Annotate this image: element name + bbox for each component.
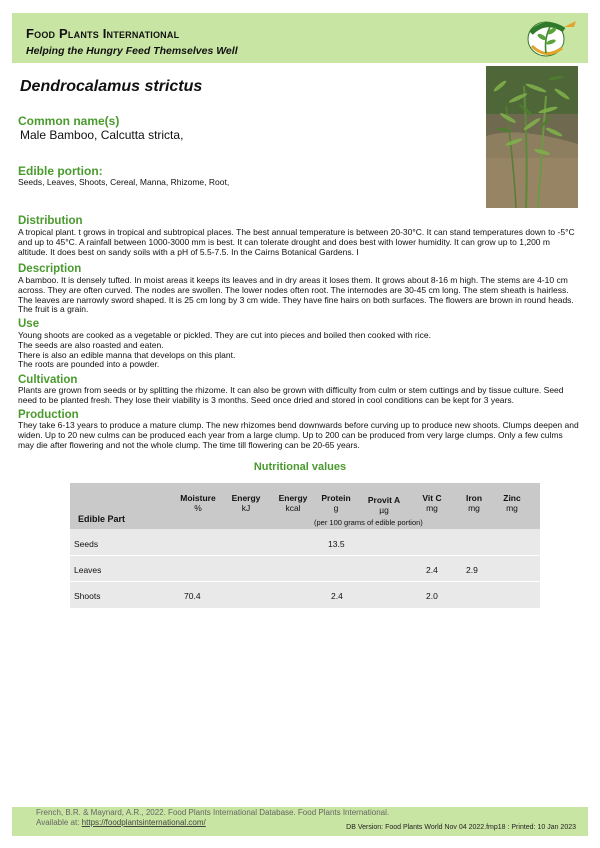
col-unit: kcal	[285, 503, 301, 513]
row-shoots-vit-c: 2.0	[426, 591, 438, 601]
col-name: Zinc	[503, 493, 521, 503]
col-name: Energy	[278, 493, 308, 503]
species-name: Dendrocalamus strictus	[20, 78, 203, 95]
use-heading: Use	[18, 318, 40, 330]
use-text	[18, 331, 580, 370]
col-unit: %	[194, 503, 202, 513]
website-link[interactable]: https://foodplantsinternational.com/	[81, 818, 206, 827]
col-unit: mg	[426, 503, 438, 513]
row-leaves-vit-c: 2.4	[426, 565, 438, 575]
row-shoots-part: Shoots	[74, 591, 101, 601]
description-text: A bamboo. It is densely tufted. In moist areas it keeps its leaves and in dry areas it loses them. It grows about 8-16 m high. The stems are 4-10 cm across. They are often curved. The nodes are swollen. The lower nodes often root. The internodes are 30-45 cm long. The stem sheath is hairless. The leaves are narrowly sword shaped. It is 25 cm long by 3 cm wide. They have fine hairs on both surfaces. The flowers are brown in round heads. The fruit is a grain.	[18, 275, 574, 315]
col-name: Provit A	[367, 495, 401, 505]
col-zinc	[482, 493, 542, 513]
cultivation-heading: Cultivation	[18, 374, 78, 386]
use-line: Young shoots are cooked as a vegetable or pickled. They are cut into pieces and boiled then cooked with rice.	[18, 330, 431, 340]
citation	[36, 808, 389, 828]
use-line: There is also an edible manna that develops on this plant.	[18, 349, 236, 360]
nutrition-table	[70, 483, 540, 608]
col-unit: kJ	[241, 503, 251, 513]
citation-text: French, B.R. & Maynard, A.R., 2022. Food Plants International Database. Food Plants International.	[36, 808, 390, 817]
col-name: Protein	[321, 493, 351, 503]
availability-line	[36, 818, 389, 828]
per-100g-note: (per 100 grams of edible portion)	[314, 518, 423, 527]
edible-portion-value: Seeds, Leaves, Shoots, Cereal, Manna, Rhizome, Root,	[18, 177, 230, 187]
production-heading: Production	[18, 409, 79, 421]
use-line: The roots are pounded into a powder.	[18, 359, 160, 370]
col-unit: µg	[379, 505, 389, 515]
col-name: Vit C	[422, 493, 442, 503]
org-name: Food Plants International	[26, 26, 180, 41]
edible-part-header: Edible Part	[78, 514, 126, 524]
cultivation-text: Plants are grown from seeds or by splitting the rhizome. It can also be grown with difficulty from culm or stem cuttings and by tissue culture. Seed need to be planted fresh. They lose their viability is 3 months. Seed once dried and stored in cool conditions can be kept for 3 years.	[18, 385, 564, 405]
col-unit: mg	[468, 503, 480, 513]
use-line: The seeds are also roasted and eaten.	[18, 339, 164, 350]
common-names-value: Male Bamboo, Calcutta stricta,	[20, 128, 184, 142]
header-band	[12, 13, 588, 63]
row-seeds-part: Seeds	[74, 539, 99, 549]
row-seeds-protein: 13.5	[328, 539, 345, 549]
row-leaves-iron: 2.9	[466, 565, 478, 575]
db-version: DB Version: Food Plants World Nov 04 2022.fmp18 : Printed: 10 Jan 2023	[346, 824, 576, 831]
row-divider	[70, 555, 540, 556]
col-name: Moisture	[180, 493, 216, 503]
edible-portion-heading: Edible portion:	[18, 164, 103, 178]
common-names-heading: Common name(s)	[18, 114, 120, 128]
available-at-label: Available at:	[36, 818, 80, 827]
production-text: They take 6-13 years to produce a mature clump. The new rhizomes bend downwards before curving up to produce new shoots. Clumps deepen and widen. Up to 20 new culms can be produced each year from a large clump. Up to 200 can be produced from very large clumps. Only a few culms may die after flowering and not the whole clump. The time till flowering can be 20-65 years.	[18, 420, 579, 450]
col-unit: g	[333, 503, 339, 513]
description-heading: Description	[18, 263, 82, 275]
row-divider	[70, 581, 540, 582]
nutritional-values-title: Nutritional values	[253, 461, 347, 473]
food-plants-logo	[516, 15, 582, 61]
col-name: Energy	[231, 493, 261, 503]
distribution-heading: Distribution	[18, 215, 83, 227]
row-leaves-part: Leaves	[74, 565, 102, 575]
col-name: Iron	[465, 493, 483, 503]
col-unit: mg	[506, 503, 518, 513]
footer-band	[12, 807, 588, 836]
distribution-text: A tropical plant. t grows in tropical and subtropical places. The best annual temperature is between 20-30°C. It can stand temperatures down to -5°C and up to 45°C. A rainfall between 1000-3000 mm is best. It can tolerate drought and does best with lower humidity. It can grow up to 1,200 m altitude. It does best on sandy soils with a pH of 5.5-7.5. In the Cairns Botanical Gardens. I	[18, 227, 575, 257]
tagline: Helping the Hungry Feed Themselves Well	[26, 45, 238, 57]
row-shoots-moisture: 70.4	[184, 591, 201, 601]
row-shoots-protein: 2.4	[331, 591, 343, 601]
